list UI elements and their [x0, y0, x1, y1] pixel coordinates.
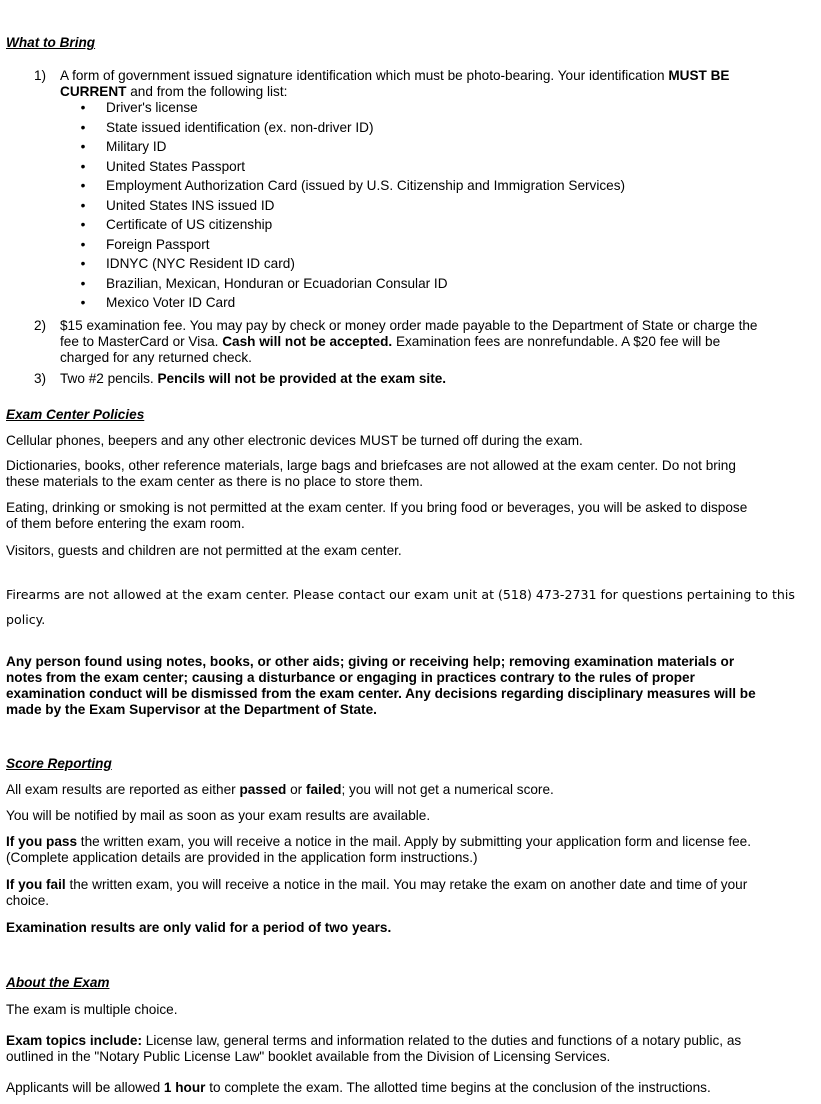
- list-item-text: [60, 68, 821, 100]
- text-emphasis: Exam topics include:: [6, 1033, 142, 1048]
- list-item-text: [60, 371, 821, 387]
- list-number: 1): [34, 68, 47, 83]
- list-number: 3): [34, 371, 47, 386]
- fee-text: charged for any returned check.: [60, 350, 252, 365]
- text-emphasis: If you pass: [6, 834, 78, 849]
- paragraph-line: choice.: [6, 893, 50, 908]
- policy-materials: [6, 458, 821, 490]
- id-type: IDNYC (NYC Resident ID card): [106, 256, 295, 271]
- fee-text: $15 examination fee. You may pay by check or money order made payable to the Department of State or charge the: [60, 318, 758, 333]
- paragraph-line: these materials to the exam center as there is no place to store them.: [6, 474, 424, 489]
- id-requirement-emphasis: MUST BE: [668, 68, 730, 83]
- text-span: ; you will not get a numerical score.: [341, 782, 554, 797]
- paragraph-line: Firearms are not allowed at the exam center. Please contact our exam unit at (518) 473-2731 for questions pertaining to this: [6, 587, 795, 602]
- exam-topics: [6, 1033, 821, 1065]
- list-item: • Mexico Voter ID Card: [80, 295, 236, 310]
- pencils-emphasis: Pencils will not be provided at the exam site.: [157, 371, 447, 386]
- what-to-bring-heading: What to Bring: [6, 35, 96, 50]
- list-item: • State issued identification (ex. non-driver ID): [80, 119, 374, 135]
- id-list: [78, 100, 625, 315]
- policy-electronics: Cellular phones, beepers and any other electronic devices MUST be turned off during the exam.: [6, 433, 583, 448]
- policy-food: [6, 500, 821, 532]
- paragraph-line: notes from the exam center; causing a disturbance or engaging in practices contrary to the rules of proper: [6, 670, 695, 685]
- list-item: • IDNYC (NYC Resident ID card): [80, 256, 295, 271]
- exam-time: [6, 1080, 821, 1096]
- list-number: 2): [34, 318, 47, 333]
- text-emphasis: failed: [305, 782, 342, 797]
- text-span: Applicants will be allowed: [6, 1080, 164, 1095]
- list-item: • United States Passport: [80, 158, 246, 174]
- score-result-text: [6, 782, 821, 798]
- id-type: Employment Authorization Card (issued by U.S. Citizenship and Immigration Services): [106, 178, 626, 193]
- about-exam-heading: About the Exam: [6, 975, 110, 990]
- paragraph-line: Dictionaries, books, other reference materials, large bags and briefcases are not allowed at the exam center. Do not bring: [6, 458, 736, 473]
- list-item: • Certificate of US citizenship: [80, 217, 273, 232]
- score-reporting-heading: Score Reporting: [6, 756, 112, 771]
- paragraph-line: of them before entering the exam room.: [6, 516, 245, 531]
- score-validity: Examination results are only valid for a period of two years.: [6, 920, 392, 935]
- fee-text: Examination fees are nonrefundable. A $20 fee will be: [392, 334, 721, 349]
- text-emphasis: If you fail: [6, 877, 66, 892]
- id-type: Brazilian, Mexican, Honduran or Ecuadorian Consular ID: [106, 275, 448, 291]
- paragraph-line: outlined in the "Notary Public License Law" booklet available from the Division of Licensing Services.: [6, 1049, 611, 1064]
- text-span: the written exam, you will receive a notice in the mail. You may retake the exam on another date and time of your: [65, 877, 748, 892]
- policy-firearms: [6, 582, 821, 632]
- text-span: to complete the exam. The allotted time begins at the conclusion of the instructions.: [205, 1080, 711, 1095]
- id-requirement-emphasis: CURRENT: [60, 84, 127, 99]
- id-type: United States INS issued ID: [106, 197, 275, 213]
- text-emphasis: passed: [239, 782, 287, 797]
- paragraph-line: policy.: [6, 612, 46, 627]
- score-pass: [6, 834, 821, 866]
- score-fail: [6, 877, 821, 909]
- text-span: the written exam, you will receive a notice in the mail. Apply by submitting your application form and license fee.: [77, 834, 751, 849]
- paragraph-line: Eating, drinking or smoking is not permitted at the exam center. If you bring food or beverages, you will be asked to dispose: [6, 500, 748, 515]
- policy-dismissal: [6, 654, 821, 718]
- list-item: • United States INS issued ID: [80, 197, 275, 213]
- text-emphasis: 1 hour: [163, 1080, 206, 1095]
- pencils-text: Two #2 pencils.: [60, 371, 158, 386]
- list-item: • Employment Authorization Card (issued by U.S. Citizenship and Immigration Services): [80, 178, 626, 193]
- id-type: Mexico Voter ID Card: [106, 295, 236, 310]
- text-span: All exam results are reported as either: [6, 782, 240, 797]
- fee-emphasis: Cash will not be accepted.: [222, 334, 393, 349]
- id-requirement-text: and from the following list:: [126, 84, 288, 99]
- paragraph-line: made by the Exam Supervisor at the Department of State.: [6, 702, 377, 717]
- list-item-text: [60, 318, 821, 366]
- id-type: Foreign Passport: [106, 236, 210, 252]
- list-item: • Driver's license: [80, 100, 198, 115]
- id-type: Military ID: [106, 139, 167, 154]
- id-type: Driver's license: [106, 100, 198, 115]
- fee-text: fee to MasterCard or Visa.: [60, 334, 223, 349]
- score-notification: You will be notified by mail as soon as your exam results are available.: [6, 808, 431, 823]
- text-span: or: [286, 782, 306, 797]
- id-type: State issued identification (ex. non-driver ID): [106, 119, 374, 135]
- list-item: • Brazilian, Mexican, Honduran or Ecuadorian Consular ID: [80, 275, 448, 291]
- exam-format: The exam is multiple choice.: [6, 1002, 178, 1017]
- id-requirement-text: A form of government issued signature identification which must be photo-bearing. Your identification: [60, 68, 669, 83]
- text-span: License law, general terms and information related to the duties and functions of a notary public, as: [141, 1033, 742, 1048]
- paragraph-line: examination conduct will be dismissed from the exam center. Any decisions regarding disciplinary measures will be: [6, 686, 756, 701]
- id-type: United States Passport: [106, 158, 246, 174]
- exam-center-policies-heading: Exam Center Policies: [6, 407, 145, 422]
- id-type: Certificate of US citizenship: [106, 217, 273, 232]
- paragraph-line: (Complete application details are provided in the application form instructions.): [6, 850, 478, 865]
- paragraph-line: Any person found using notes, books, or other aids; giving or receiving help; removing examination materials or: [6, 654, 735, 669]
- list-item: • Foreign Passport: [80, 236, 210, 252]
- list-item: • Military ID: [80, 139, 167, 154]
- policy-visitors: Visitors, guests and children are not permitted at the exam center.: [6, 543, 402, 558]
